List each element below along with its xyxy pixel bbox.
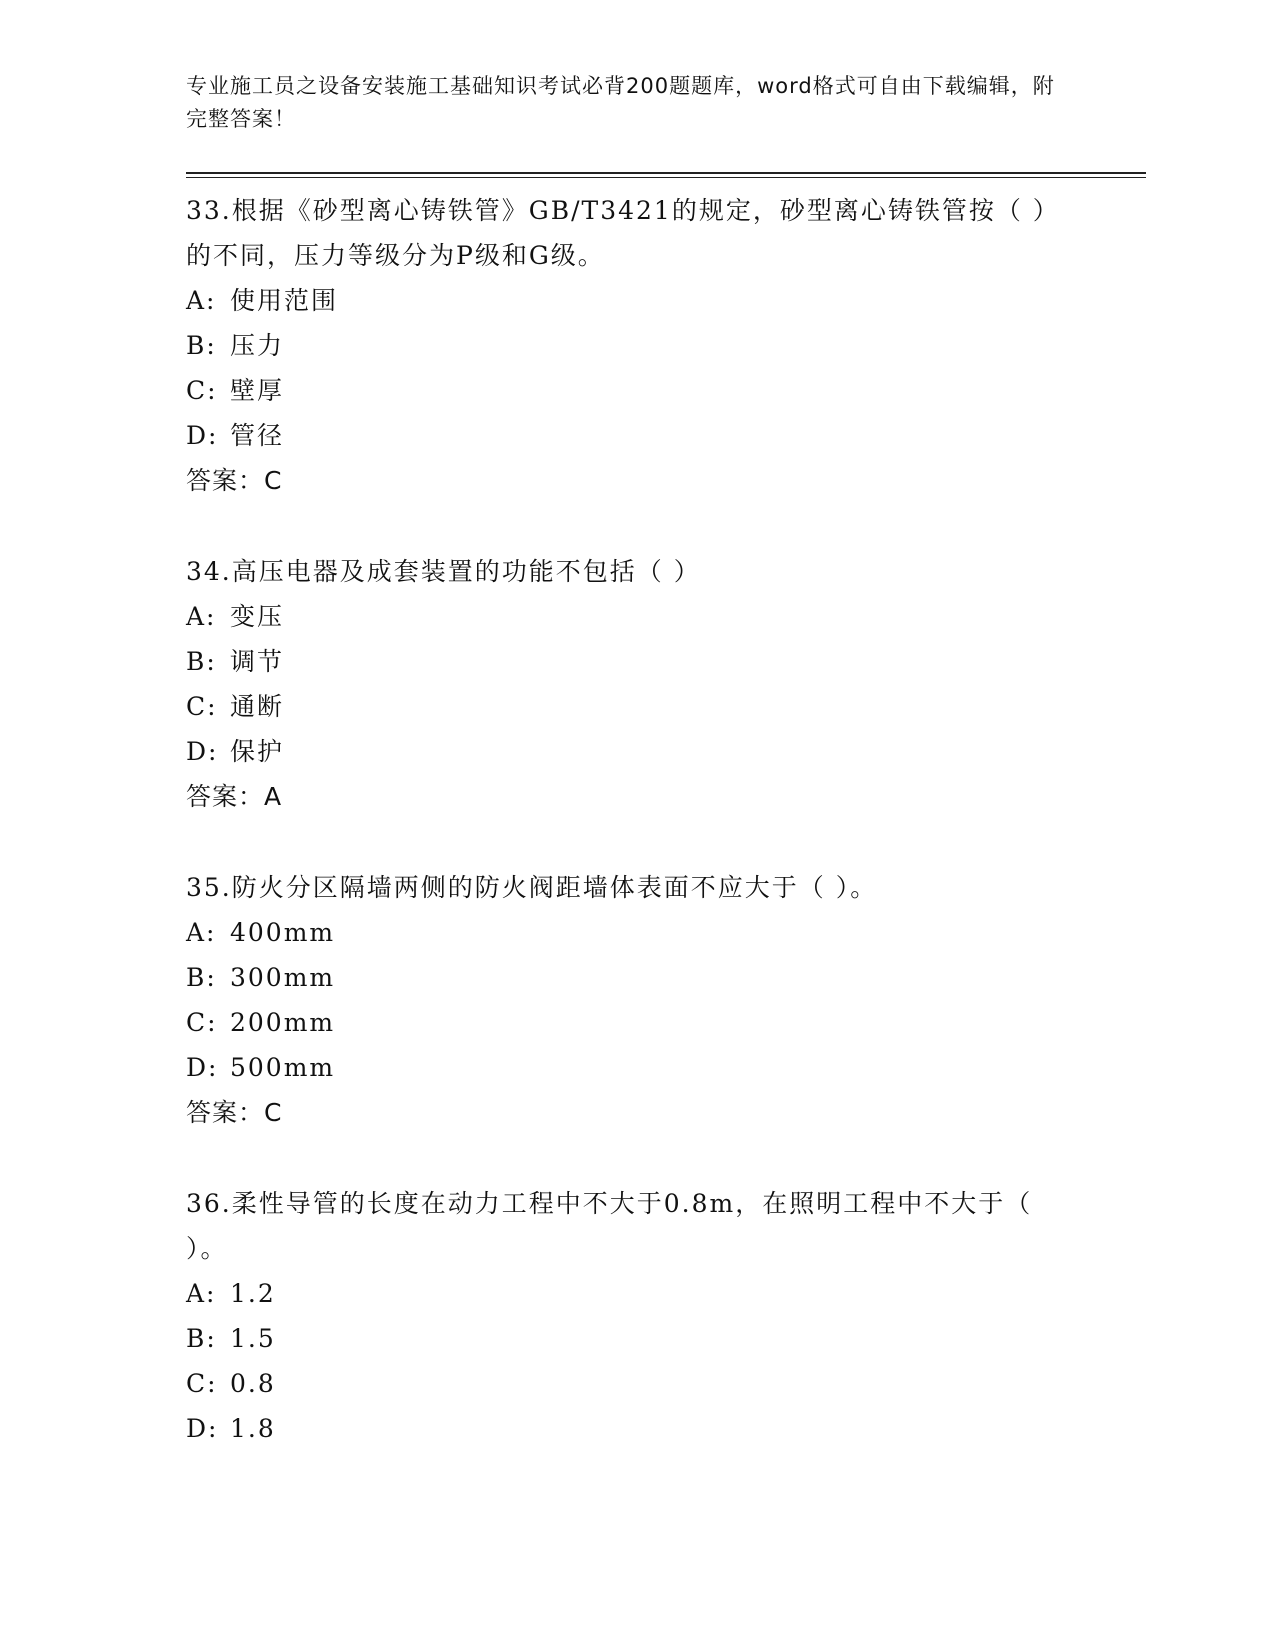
answer: 答案：A: [186, 782, 283, 811]
answer: 答案：C: [186, 466, 283, 495]
option-letter: C:: [186, 1369, 218, 1398]
question-text: 34.高压电器及成套装置的功能不包括（ ）: [186, 557, 701, 586]
option-text: 1.5: [230, 1324, 276, 1353]
question-34: [186, 549, 1146, 819]
option-a: [186, 1271, 1146, 1316]
document-page: [186, 70, 1146, 1451]
option-b: [186, 639, 1146, 684]
option-letter: D:: [186, 421, 219, 450]
question-36: [186, 1181, 1146, 1451]
option-letter: D:: [186, 1414, 219, 1443]
option-d: [186, 413, 1146, 458]
option-d: [186, 1045, 1146, 1090]
option-letter: A:: [186, 286, 217, 315]
option-letter: A:: [186, 918, 217, 947]
option-text: 300mm: [230, 963, 336, 992]
option-text: 保护: [230, 737, 285, 766]
option-text: 使用范围: [230, 286, 339, 315]
option-text: 1.8: [230, 1414, 276, 1443]
option-letter: C:: [186, 376, 218, 405]
option-text: 通断: [230, 692, 285, 721]
option-letter: D:: [186, 1053, 219, 1082]
option-text: 管径: [230, 421, 285, 450]
option-b: [186, 955, 1146, 1000]
question-text: 36.柔性导管的长度在动力工程中不大于0.8m，在照明工程中不大于（ ）。: [186, 1189, 1033, 1263]
option-d: [186, 1406, 1146, 1451]
option-d: [186, 729, 1146, 774]
document-title: 专业施工员之设备安装施工基础知识考试必背200题题库，word格式可自由下载编辑，附完整答案！: [186, 74, 1055, 131]
option-text: 压力: [230, 331, 285, 360]
option-b: [186, 323, 1146, 368]
question-text: 33.根据《砂型离心铸铁管》GB/T3421的规定，砂型离心铸铁管按（ ）的不同，压力等级分为P级和G级。: [186, 196, 1060, 270]
option-letter: D:: [186, 737, 219, 766]
question-33: [186, 188, 1146, 503]
option-a: [186, 594, 1146, 639]
option-text: 1.2: [230, 1279, 276, 1308]
option-c: [186, 368, 1146, 413]
option-letter: A:: [186, 602, 217, 631]
option-a: [186, 910, 1146, 955]
option-text: 200mm: [230, 1008, 336, 1037]
option-letter: B:: [186, 647, 217, 676]
question-35: [186, 865, 1146, 1135]
option-letter: B:: [186, 1324, 217, 1353]
option-c: [186, 1000, 1146, 1045]
option-text: 400mm: [230, 918, 336, 947]
option-c: [186, 684, 1146, 729]
option-text: 调节: [230, 647, 285, 676]
header-divider: [186, 172, 1146, 178]
answer: 答案：C: [186, 1098, 283, 1127]
option-text: 500mm: [230, 1053, 336, 1082]
option-text: 变压: [230, 602, 285, 631]
question-text: 35.防火分区隔墙两侧的防火阀距墙体表面不应大于（ ）。: [186, 873, 878, 902]
option-letter: B:: [186, 963, 217, 992]
option-text: 壁厚: [230, 376, 285, 405]
option-c: [186, 1361, 1146, 1406]
option-text: 0.8: [230, 1369, 276, 1398]
option-b: [186, 1316, 1146, 1361]
option-a: [186, 278, 1146, 323]
option-letter: C:: [186, 1008, 218, 1037]
option-letter: B:: [186, 331, 217, 360]
option-letter: C:: [186, 692, 218, 721]
option-letter: A:: [186, 1279, 217, 1308]
